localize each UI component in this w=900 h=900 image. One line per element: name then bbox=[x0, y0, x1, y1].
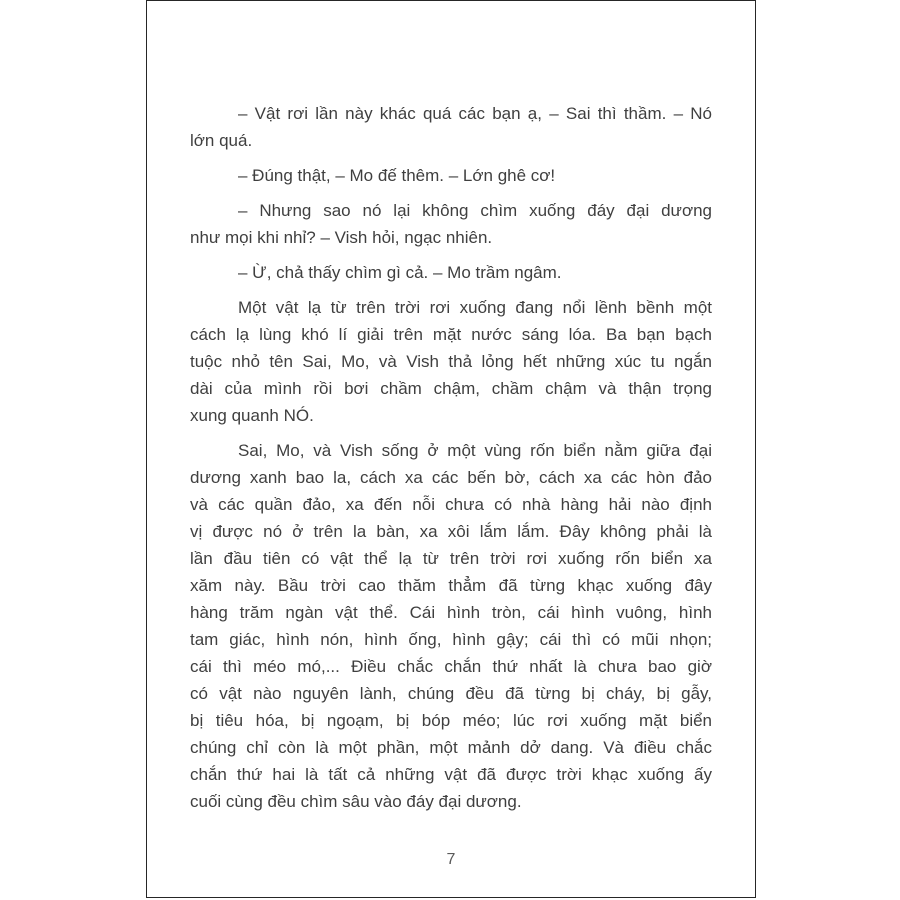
text-line: lần đầu tiên có vật thể lạ từ trên trời rơi xuống rốn biển xa bbox=[190, 549, 712, 568]
paragraph bbox=[190, 437, 712, 815]
text-line: và các quần đảo, xa đến nỗi chưa có nhà hàng hải nào định bbox=[190, 495, 712, 514]
book-page bbox=[146, 0, 756, 898]
text-line: hàng trăm ngàn vật thể. Cái hình tròn, cái hình vuông, hình bbox=[190, 603, 712, 622]
text-line: dương xanh bao la, cách xa các bến bờ, cách xa các hòn đảo bbox=[190, 468, 712, 487]
text-line: xăm này. Bầu trời cao thăm thẳm đã từng khạc xuống đây bbox=[190, 576, 712, 595]
text-line: dài của mình rồi bơi chầm chậm, chầm chậm và thận trọng bbox=[190, 379, 712, 398]
text-line: bị tiêu hóa, bị ngoạm, bị bóp méo; lúc rơi xuống mặt biển bbox=[190, 711, 712, 730]
text-line: – Đúng thật, – Mo đế thêm. – Lớn ghê cơ! bbox=[238, 166, 556, 185]
text-line: cái thì méo mó,... Điều chắc chắn thứ nhất là chưa bao giờ bbox=[190, 657, 712, 676]
text-line: – Nhưng sao nó lại không chìm xuống đáy đại dương bbox=[238, 201, 712, 220]
paragraph bbox=[190, 294, 712, 429]
text-line: lớn quá. bbox=[190, 131, 253, 150]
paragraph bbox=[190, 100, 712, 154]
text-line: vị được nó ở trên la bàn, xa xôi lắm lắm. Đây không phải là bbox=[190, 522, 712, 541]
text-line: cuối cùng đều chìm sâu vào đáy đại dương. bbox=[190, 792, 522, 811]
text-line: chúng chỉ còn là một phần, một mảnh dở dang. Và điều chắc bbox=[190, 738, 712, 757]
text-line: – Vật rơi lần này khác quá các bạn ạ, – Sai thì thầm. – Nó bbox=[238, 104, 712, 123]
text-line: Một vật lạ từ trên trời rơi xuống đang nổi lềnh bềnh một bbox=[238, 298, 712, 317]
text-line: Sai, Mo, và Vish sống ở một vùng rốn biển nằm giữa đại bbox=[238, 441, 712, 460]
text-line: tam giác, hình nón, hình ống, hình gậy; cái thì có mũi nhọn; bbox=[190, 630, 712, 649]
text-line: cách lạ lùng khó lí giải trên mặt nước sáng lóa. Ba bạn bạch bbox=[190, 325, 712, 344]
text-line: tuộc nhỏ tên Sai, Mo, và Vish thả lỏng hết những xúc tu ngắn bbox=[190, 352, 712, 371]
page-number: 7 bbox=[446, 851, 456, 868]
paragraph bbox=[190, 162, 712, 189]
text-line: có vật nào nguyên lành, chúng đều đã từng bị cháy, bị gẫy, bbox=[190, 684, 712, 703]
text-line: – Ừ, chả thấy chìm gì cả. – Mo trầm ngâm. bbox=[238, 263, 562, 282]
text-line: như mọi khi nhỉ? – Vish hỏi, ngạc nhiên. bbox=[190, 228, 493, 247]
page-text bbox=[190, 100, 712, 815]
paragraph bbox=[190, 197, 712, 251]
text-line: xung quanh NÓ. bbox=[190, 406, 314, 425]
paragraph bbox=[190, 259, 712, 286]
text-line: chắn thứ hai là tất cả những vật đã được trời khạc xuống ấy bbox=[190, 765, 712, 784]
